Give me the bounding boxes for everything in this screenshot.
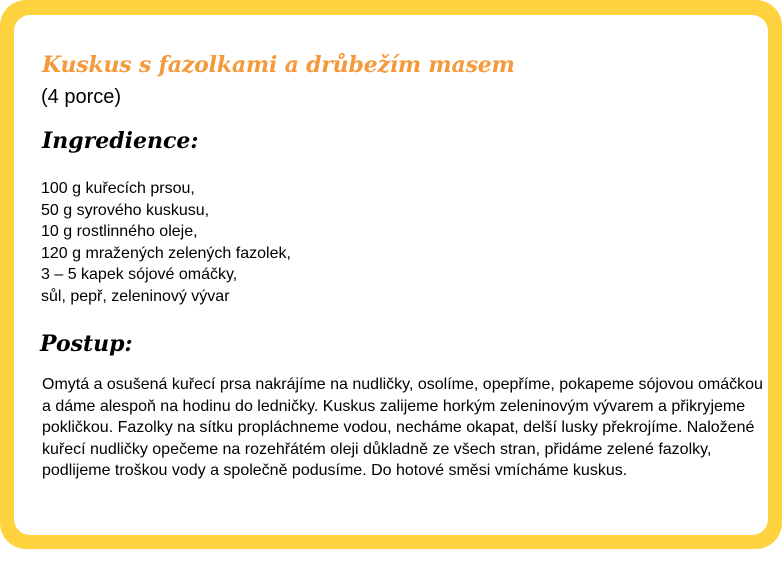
ingredient-item: sůl, pepř, zeleninový vývar	[41, 287, 230, 305]
recipe-title: Kuskus s fazolkami a drůbežím masem	[42, 52, 515, 78]
ingredient-item: 100 g kuřecích prsou,	[41, 180, 195, 197]
ingredients-heading: Ingredience:	[42, 128, 199, 154]
ingredient-item: 10 g rostlinného oleje,	[41, 223, 198, 240]
ingredients-list	[41, 178, 291, 307]
ingredient-item: 50 g syrového kuskusu,	[41, 201, 210, 219]
steps-heading: Postup:	[40, 331, 133, 357]
steps-text: Omytá a osušená kuřecí prsa nakrájíme na nudličky, osolíme, opepříme, pokapeme sójovou omáčkou a dáme alespoň na hodinu do ledničky. Kuskus zalijeme horkým zeleninovým vývarem a přikryjeme pokličkou. Fazolky na sítku propláchneme vodou, necháme okapat, delší lusky překrojíme. Naložené kuřecí nudličky opečeme na rozehřátém oleji důkladně ze všech stran, přidáme zelené fazolky, podlijeme troškou vody a společně podusíme. Do hotové směsi vmícháme kuskus.	[42, 376, 763, 479]
ingredient-item: 3 – 5 kapek sójové omáčky,	[41, 266, 238, 283]
recipe-portions: (4 porce)	[41, 86, 122, 108]
ingredient-item: 120 g mražených zelených fazolek,	[41, 244, 291, 262]
